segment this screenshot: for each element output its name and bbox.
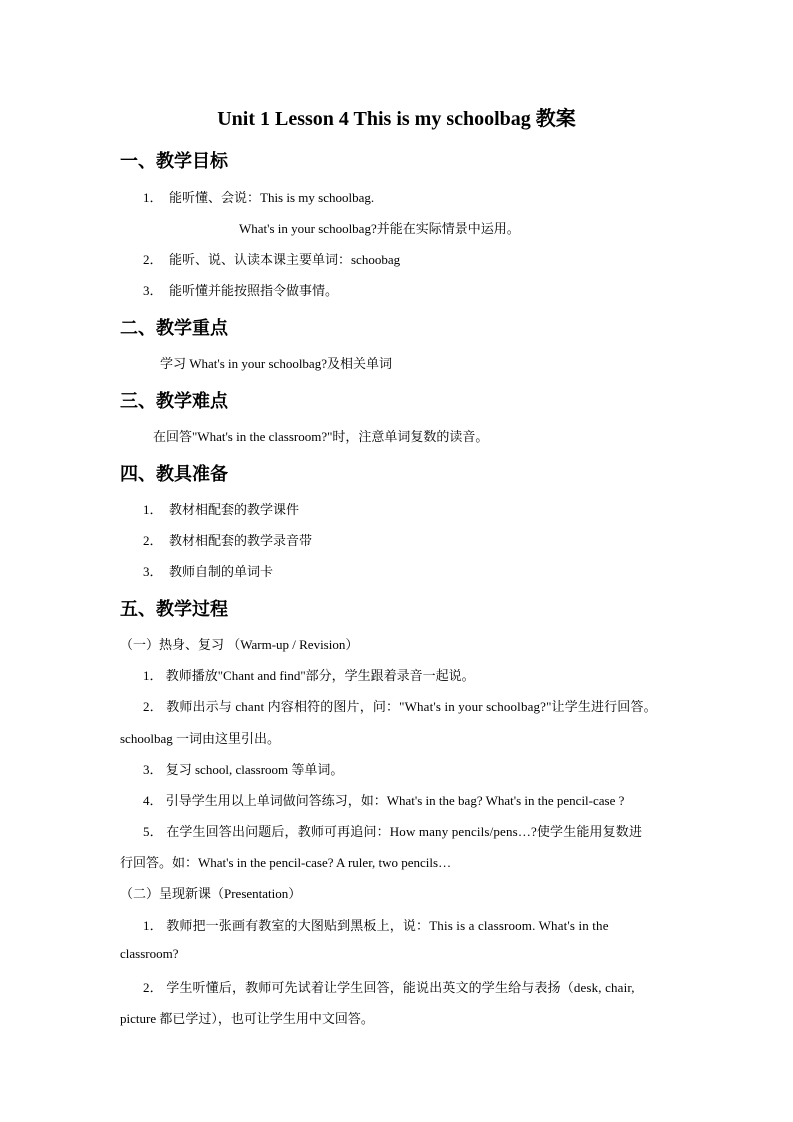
goal-text-1: 能听懂、会说：This is my schoolbag. xyxy=(169,190,375,205)
presentation-line-1-cont: classroom? xyxy=(120,946,179,961)
goal-item-1-cont: What's in your schoolbag?并能在实际情景中运用。 xyxy=(239,221,520,236)
goal-item-1 xyxy=(143,187,374,206)
sub-heading-presentation: （二）呈现新课（Presentation） xyxy=(120,886,302,901)
procedure-line-5: 5． 在学生回答出问题后，教师可再追问：How many pencils/pens…?使学生能用复数进 xyxy=(143,824,643,839)
goal-item-3 xyxy=(143,280,338,299)
goal-num-1: 1． xyxy=(143,190,163,205)
procedure-line-4: 4． 引导学生用以上单词做问答练习，如：What's in the bag? What's in the pencil-case ? xyxy=(143,793,625,808)
heading-key-points: 二、教学重点 xyxy=(120,318,228,339)
difficulties-text: 在回答"What's in the classroom?"时，注意单词复数的读音。 xyxy=(153,429,489,444)
procedure-line-3: 3． 复习 school, classroom 等单词。 xyxy=(143,762,344,777)
sub-heading-warmup: （一）热身、复习 （Warm-up / Revision） xyxy=(120,637,359,652)
material-text-2: 教材相配套的教学录音带 xyxy=(169,533,313,548)
presentation-line-2-cont: picture 都已学过），也可让学生用中文回答。 xyxy=(120,1011,374,1026)
goal-num-3: 3． xyxy=(143,283,163,298)
goal-text-3: 能听懂并能按照指令做事情。 xyxy=(169,283,339,298)
key-points-text: 学习 What's in your schoolbag?及相关单词 xyxy=(160,356,392,371)
goal-text-2: 能听、说、认读本课主要单词：schoobag xyxy=(169,252,401,267)
presentation-line-2: 2． 学生听懂后，教师可先试着让学生回答，能说出英文的学生给与表扬（desk, chair, xyxy=(143,980,635,995)
goal-num-2: 2． xyxy=(143,252,163,267)
document-title: Unit 1 Lesson 4 This is my schoolbag 教案 xyxy=(217,108,576,130)
procedure-line-5-cont: 行回答。如：What's in the pencil-case? A ruler, two pencils… xyxy=(120,855,452,870)
material-text-1: 教材相配套的教学课件 xyxy=(169,502,300,517)
heading-difficulties: 三、教学难点 xyxy=(120,391,228,412)
procedure-line-2: 2． 教师出示与 chant 内容相符的图片，问："What's in your schoolbag?"让学生进行回答。 xyxy=(143,699,657,714)
heading-teaching-goals: 一、教学目标 xyxy=(120,151,228,172)
procedure-line-1: 1． 教师播放"Chant and find"部分，学生跟着录音一起说。 xyxy=(143,668,475,683)
heading-procedure: 五、教学过程 xyxy=(120,599,228,620)
goal-item-2 xyxy=(143,249,400,268)
presentation-line-1: 1． 教师把一张画有教室的大图贴到黑板上，说：This is a classroom. What's in the xyxy=(143,918,609,933)
procedure-line-2-cont: schoolbag 一词由这里引出。 xyxy=(120,731,280,746)
heading-materials: 四、教具准备 xyxy=(120,464,228,485)
material-text-3: 教师自制的单词卡 xyxy=(169,564,274,579)
material-num-3: 3． xyxy=(143,564,163,579)
material-item-2 xyxy=(143,530,312,549)
material-num-2: 2． xyxy=(143,533,163,548)
material-num-1: 1． xyxy=(143,502,163,517)
material-item-1 xyxy=(143,499,299,518)
material-item-3 xyxy=(143,561,273,580)
